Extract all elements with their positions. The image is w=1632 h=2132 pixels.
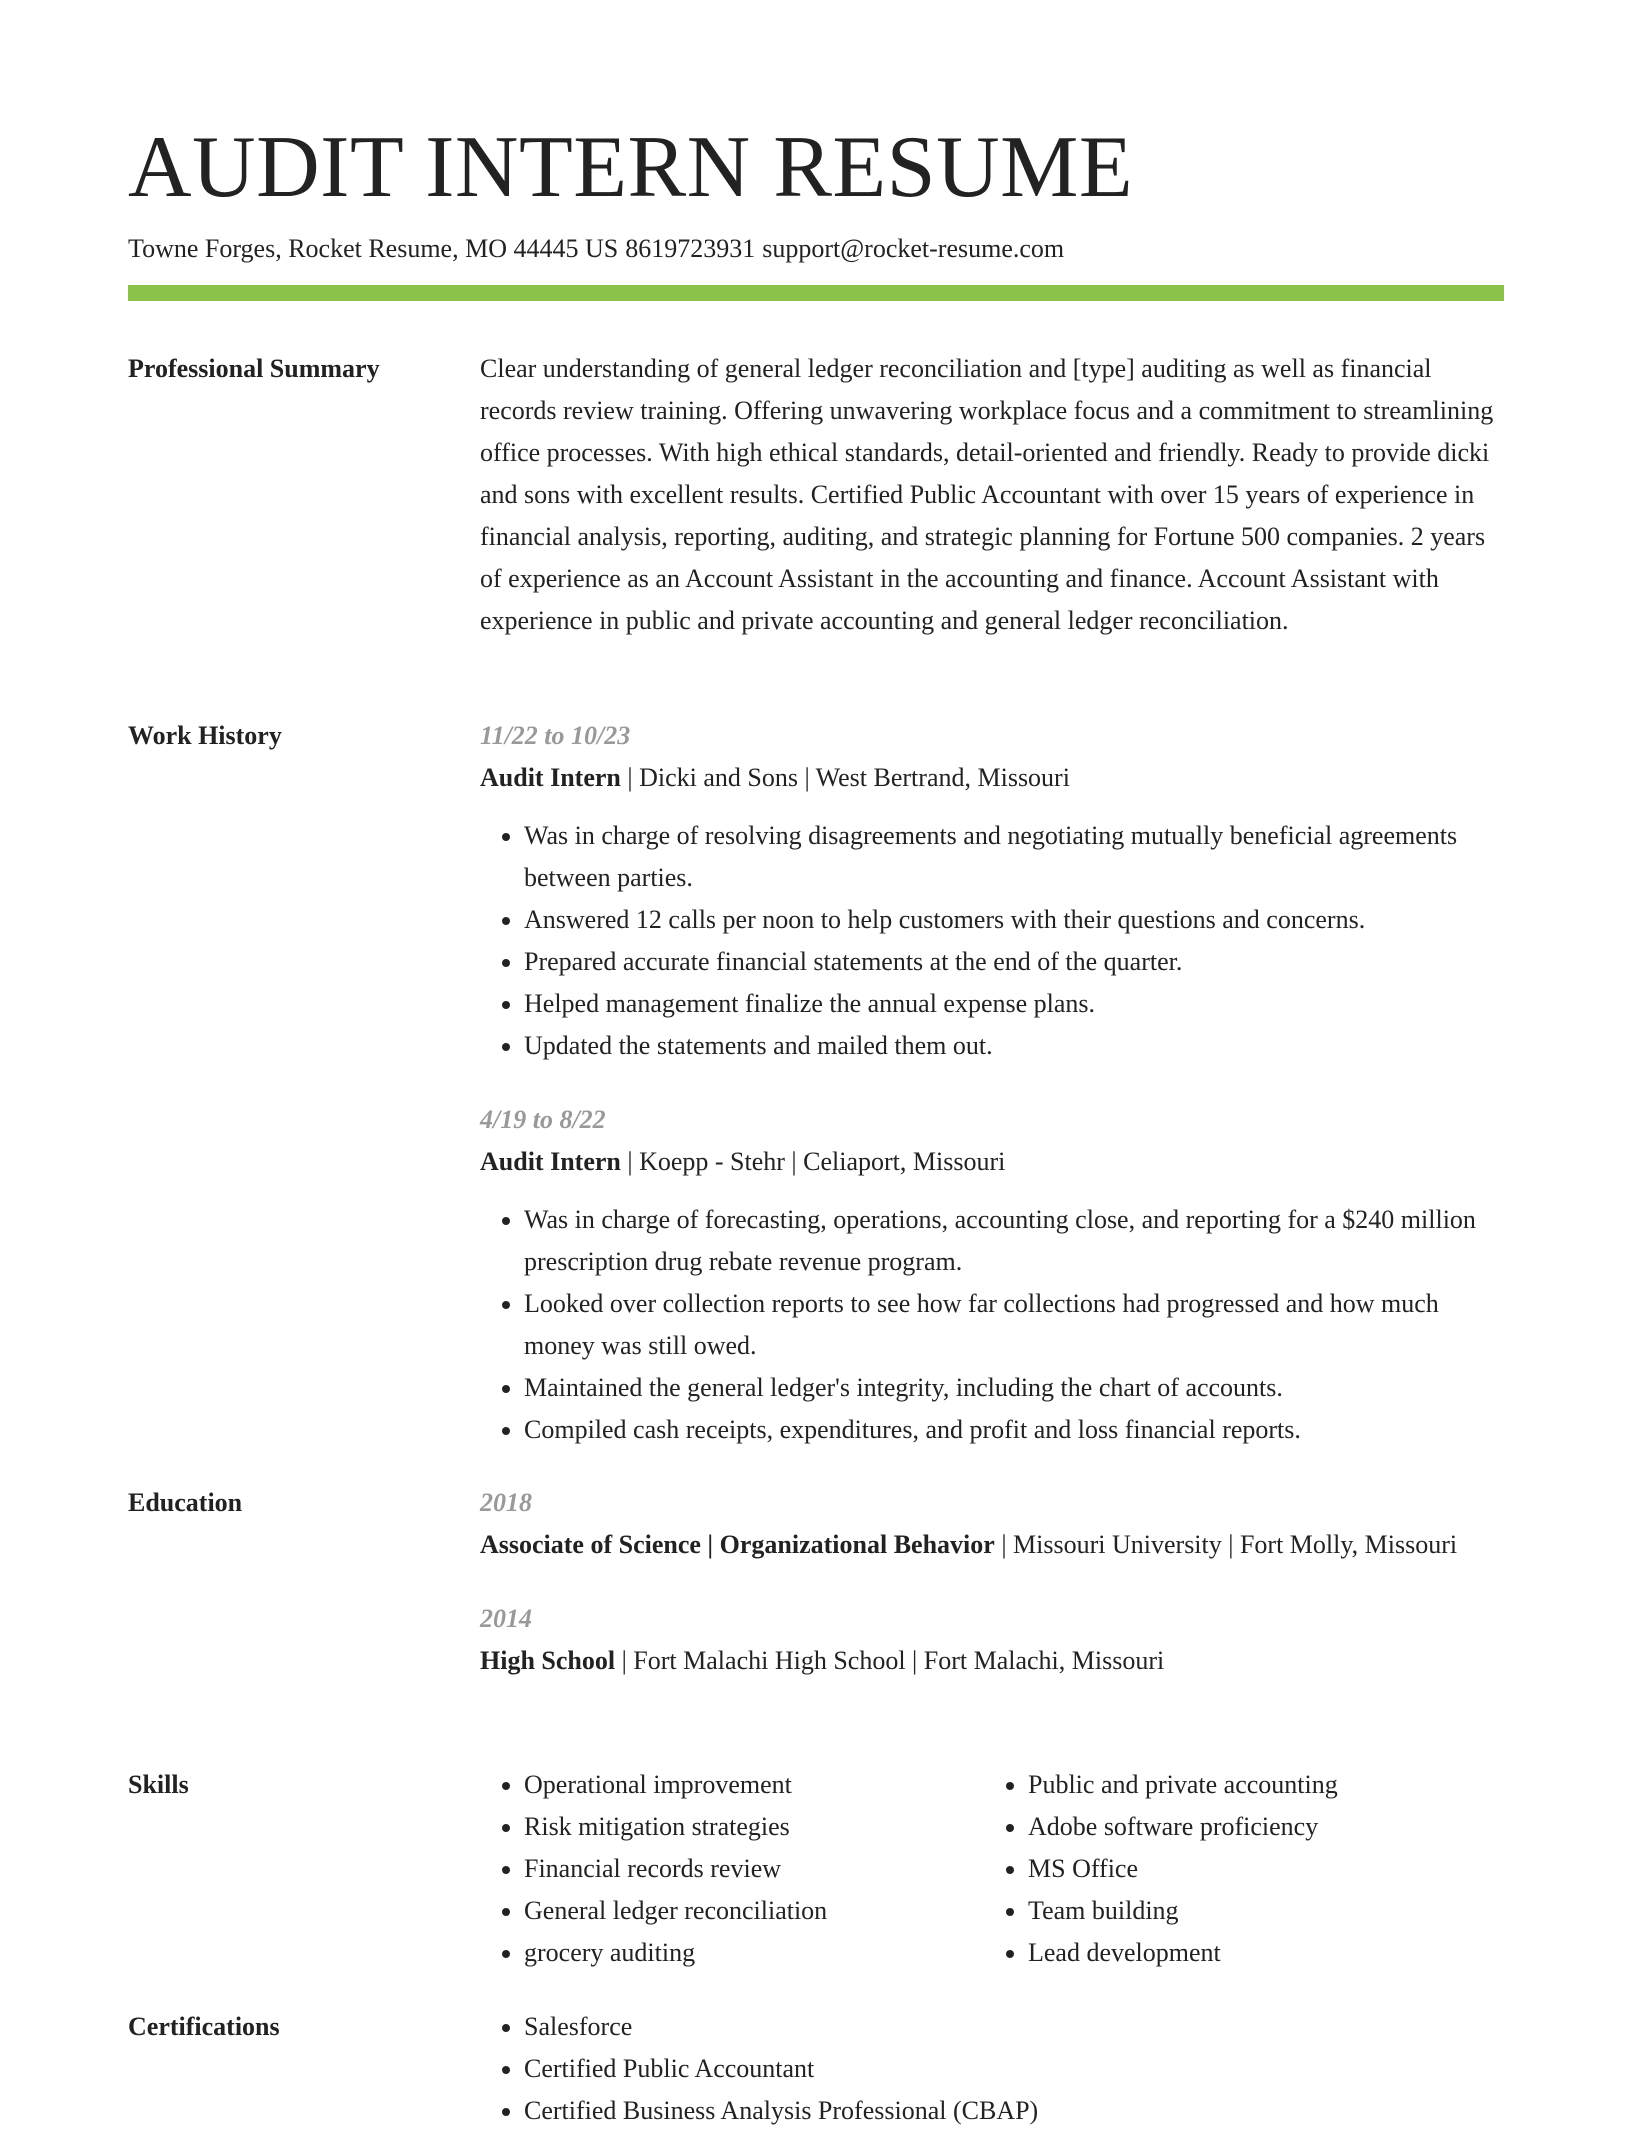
certifications-body <box>480 2006 1504 2132</box>
resume-title: AUDIT INTERN RESUME <box>128 119 1134 216</box>
education-entry <box>480 1482 1504 1566</box>
education-details: | Missouri University | Fort Molly, Missouri <box>994 1530 1458 1559</box>
certifications-list <box>480 2006 1504 2132</box>
job-bullet: • Maintained the general ledger's integrity, including the chart of accounts. <box>524 1367 1504 1409</box>
education-degree: Associate of Science | Organizational Behavior <box>480 1530 995 1559</box>
certification-item: • Salesforce <box>524 2006 1504 2048</box>
skills-column-left <box>480 1764 984 1974</box>
skill-item: • grocery auditing <box>524 1932 984 1974</box>
job-details: | Dicki and Sons | West Bertrand, Missouri <box>620 763 1070 792</box>
work-history-body <box>480 715 1504 1483</box>
education-heading-line <box>480 1640 1504 1682</box>
job-dates: 11/22 to 10/23 <box>480 721 631 750</box>
job-bullet: • Was in charge of resolving disagreements and negotiating mutually beneficial agreements between parties. <box>524 815 1504 899</box>
skill-item: • Team building <box>1028 1890 1488 1932</box>
job-bullet: • Updated the statements and mailed them out. <box>524 1025 1504 1067</box>
job-bullet: • Prepared accurate financial statements at the end of the quarter. <box>524 941 1504 983</box>
job-bullet: • Was in charge of forecasting, operations, accounting close, and reporting for a $240 million prescription drug rebate revenue program. <box>524 1199 1504 1283</box>
education-body <box>480 1482 1504 1714</box>
job-dates: 4/19 to 8/22 <box>480 1105 606 1134</box>
accent-divider <box>128 285 1504 301</box>
education-heading: Education <box>128 1488 243 1517</box>
skill-item: • Financial records review <box>524 1848 984 1890</box>
job-bullet: • Answered 12 calls per noon to help customers with their questions and concerns. <box>524 899 1504 941</box>
job-heading <box>480 1141 1504 1183</box>
summary-body <box>480 348 1504 642</box>
job-bullet: • Compiled cash receipts, expenditures, and profit and loss financial reports. <box>524 1409 1504 1451</box>
certifications-heading: Certifications <box>128 2012 280 2041</box>
job-bullet: • Looked over collection reports to see how far collections had progressed and how much money was still owed. <box>524 1283 1504 1367</box>
summary-text: Clear understanding of general ledger reconciliation and [type] auditing as well as financial records review training. Offering unwavering workplace focus and a commitment to streamlining office processes. With high ethical standards, detail-oriented and friendly. Ready to provide dicki and sons with excellent results. Certified Public Accountant with over 15 years of experience in financial analysis, reporting, auditing, and strategic planning for Fortune 500 companies. 2 years of experience as an Account Assistant in the accounting and finance. Account Assistant with experience in public and private accounting and general ledger reconciliation. <box>480 354 1494 635</box>
skills-columns <box>480 1764 1504 1974</box>
job-entry <box>480 715 1504 1067</box>
skills-heading: Skills <box>128 1770 189 1799</box>
contact-line <box>128 232 1071 266</box>
education-details: | Fort Malachi High School | Fort Malachi, Missouri <box>615 1646 1165 1675</box>
work-history-heading: Work History <box>128 721 282 750</box>
skill-item: • Public and private accounting <box>1028 1764 1488 1806</box>
skills-body <box>480 1764 1504 1974</box>
skill-item: • Adobe software proficiency <box>1028 1806 1488 1848</box>
job-title: Audit Intern <box>480 763 621 792</box>
summary-heading: Professional Summary <box>128 354 380 383</box>
skill-item: • MS Office <box>1028 1848 1488 1890</box>
job-bullets <box>480 1199 1504 1451</box>
skill-item: • Lead development <box>1028 1932 1488 1974</box>
job-title: Audit Intern <box>480 1147 621 1176</box>
job-entry <box>480 1099 1504 1451</box>
skill-item: • General ledger reconciliation <box>524 1890 984 1932</box>
certification-item: • Certified Business Analysis Professional (CBAP) <box>524 2090 1504 2132</box>
job-bullet: • Helped management finalize the annual expense plans. <box>524 983 1504 1025</box>
education-heading-line <box>480 1524 1504 1566</box>
certification-item: • Certified Public Accountant <box>524 2048 1504 2090</box>
contact-address: Towne Forges, Rocket Resume, MO 44445 US <box>128 234 619 263</box>
education-year: 2018 <box>480 1488 532 1517</box>
education-entry <box>480 1598 1504 1682</box>
education-year: 2014 <box>480 1604 532 1633</box>
job-bullets <box>480 815 1504 1067</box>
contact-phone: 8619723931 <box>625 234 756 263</box>
education-degree: High School <box>480 1646 616 1675</box>
skill-item: • Operational improvement <box>524 1764 984 1806</box>
job-details: | Koepp - Stehr | Celiaport, Missouri <box>620 1147 1006 1176</box>
skills-list-left <box>480 1764 984 1974</box>
contact-email: support@rocket-resume.com <box>762 234 1065 263</box>
skill-item: • Risk mitigation strategies <box>524 1806 984 1848</box>
skills-list-right <box>984 1764 1488 1974</box>
skills-column-right <box>984 1764 1488 1974</box>
job-heading <box>480 757 1504 799</box>
